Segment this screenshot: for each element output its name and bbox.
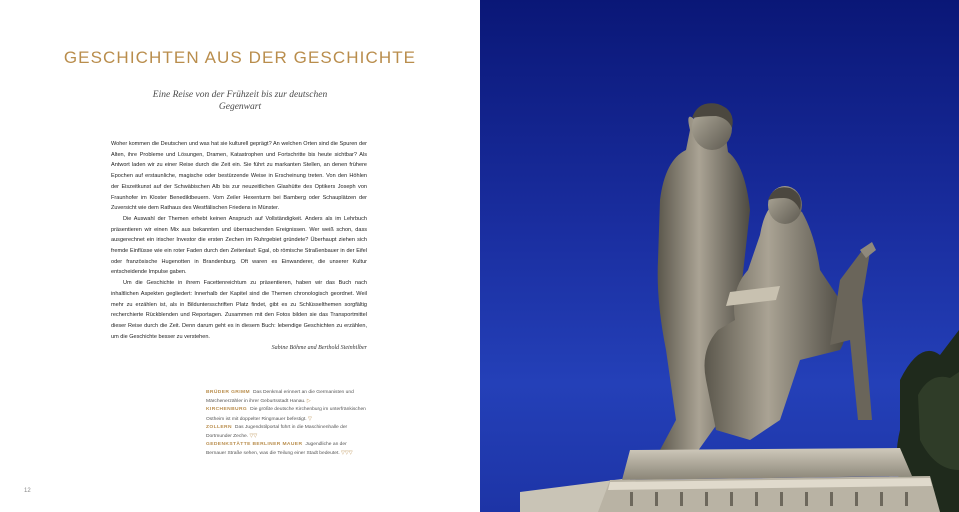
caption-heading: KIRCHENBURG	[206, 407, 248, 413]
paragraph: Woher kommen die Deutschen und was hat sie kulturell geprägt? An welchen Orten sind die Spuren der Alten, ihre Probleme und Lösungen, Dramen, Katastrophen und Fortschritte bis heute sichtbar? Als Antwort laden wir zu einer Reise durch die Zeit ein. Sie führt zu markanten Stellen, an denen frühere Epochen auf erstaunliche, magische oder bestürzende Weise in Erscheinung treten. Von den Höhlen der Eiszeitkunst auf der Schwäbischen Alb bis zur neuzeitlichen Glashütte des Optikers Joseph von Fraunhofer im Kloster Benediktbeuern. Vom Zeiler Hexenturm bei Bamberg oder Schauplätzen der Zuversicht wie dem Rathaus des Westfälischen Friedens in Münster.	[111, 141, 367, 212]
arrow-marker-icon: ▽▽▽	[341, 450, 353, 457]
chair	[830, 248, 872, 420]
paragraph: Um die Geschichte in ihrem Facettenreichtum zu präsentieren, haben wir das Buch nach inhaltlichen Aspekten gegliedert: Innerhalb der Kapitel sind die Themen chronologisch geordnet. Weil mehr zu erzählen ist, als in Bilduntersschriften Platz findet, gibt es zu Schlüsselthemen sorgfältig recherchierte Rückblenden und Reportagen. Zusammen mit den Fotos bilden sie das Transportmittel dieser Reise durch die Zeit. Denn darum geht es in diesem Buch: lebendige Geschichten zu erzählen, um die Geschichte besser zu verstehen.	[111, 280, 367, 340]
caption-text: Die größte deutsche Kirchenburg im unterfränkischen Ostheim ist mit doppelter Ringmauer befestigt.	[206, 407, 366, 422]
page-title: GESCHICHTEN AUS DER GESCHICHTE	[63, 48, 417, 67]
caption	[206, 389, 368, 406]
photo-captions	[206, 389, 368, 459]
page-subtitle: Eine Reise von der Frühzeit bis zur deutschen Gegenwart	[152, 90, 328, 112]
body-text	[111, 139, 367, 342]
caption-heading: ZOLLERN	[206, 424, 232, 430]
statue-photo	[480, 0, 959, 512]
arrow-marker-icon: ▽	[307, 415, 312, 422]
arrow-marker-icon: ▽▽	[249, 433, 258, 440]
caption-text: Jugendliche an der Bernauer Straße sehen, was die Teilung einer Stadt bedeutet.	[206, 442, 347, 457]
caption	[206, 424, 368, 441]
paragraph: Die Auswahl der Themen erhebt keinen Anspruch auf Vollständigkeit. Anders als im Lehrbuch präsentieren wir einen Mix aus bekannten und überraschenden Ereignissen. Wer weiß schon, dass ausgerechnet ein irischer Investor die ersten Zechen im Ruhrgebiet gründete? Überhaupt ziehen sich fremde Einflüsse wie ein roter Faden durch den Zeitenlauf: Egal, ob römische Straßenbauer in der Eifel oder französische Hugenotten in Brandenburg. Oft waren es Einwanderer, die unserer Kultur entscheidende Impulse gaben.	[111, 215, 367, 276]
statue-plinth	[622, 448, 912, 480]
arrow-marker-icon: ▷	[306, 398, 311, 405]
caption-text: Das Jugendstilportal führt in die Maschinenhalle der Dortmunder Zeche.	[206, 424, 348, 440]
caption-heading: GEDENKSTÄTTE BERLINER MAUER	[206, 442, 303, 448]
caption-heading: BRÜDER GRIMM	[206, 390, 250, 395]
author-signature: Sabine Böhme and Berthold Steinhilber	[271, 345, 367, 351]
caption	[206, 441, 368, 458]
caption	[206, 406, 368, 423]
caption-text: Das Denkmal erinnert an die Germanisten und Märchenerzähler in ihrer Geburtsstadt Hanau.	[206, 390, 354, 405]
grimm-statue-image	[480, 0, 959, 512]
page-number: 12	[24, 488, 31, 494]
